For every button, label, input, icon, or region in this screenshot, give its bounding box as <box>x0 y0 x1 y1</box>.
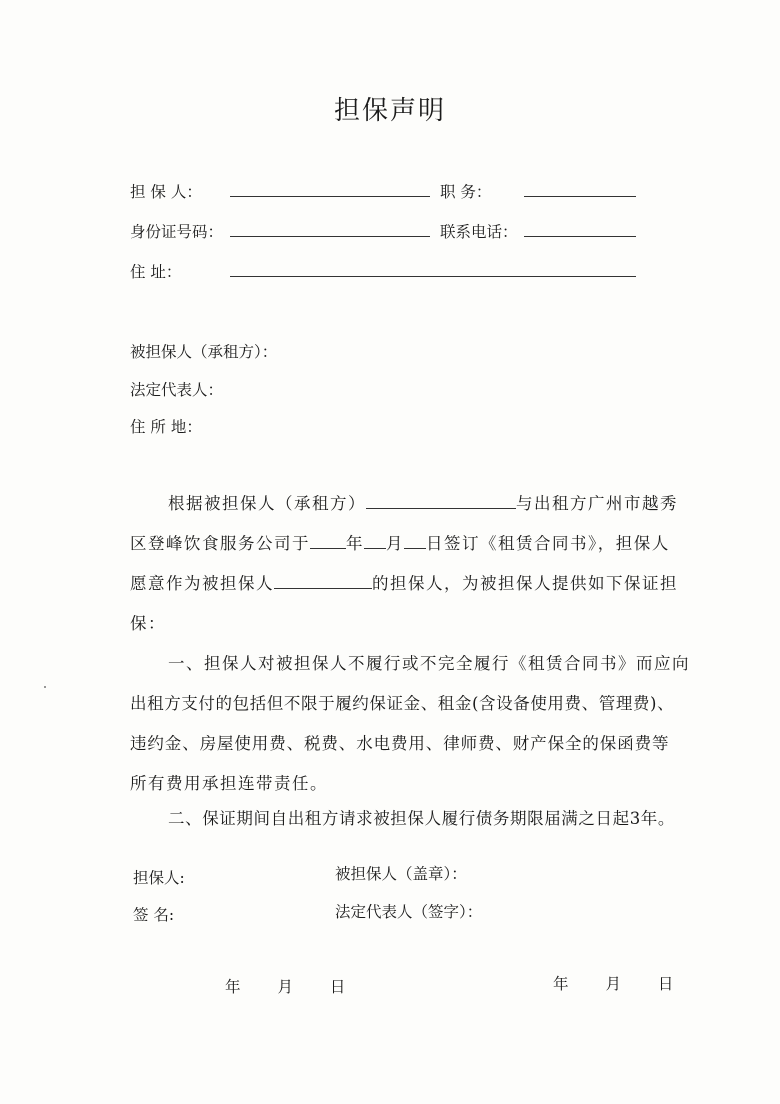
id-number-line <box>230 236 430 237</box>
domicile-label: 住 所 地： <box>130 418 202 436</box>
phone-line <box>524 236 636 237</box>
guaranteed-party-label: 被担保人（承租方）： <box>130 343 278 361</box>
date-day: 日 <box>657 975 674 993</box>
legal-rep-label: 法定代表人： <box>130 381 224 399</box>
guarantor-name-line <box>230 196 430 197</box>
document-title: 担保声明 <box>333 96 446 126</box>
para1-text: 与出租方广州市越秀 <box>516 494 678 513</box>
para1-line4: 保： <box>130 614 166 633</box>
para1-text: 日签订《租赁合同书》，担保人 <box>426 534 670 553</box>
guaranteed-seal-label: 被担保人（盖章）： <box>335 865 467 883</box>
para1-text: 的担保人，为被担保人提供如下保证担 <box>372 574 678 593</box>
date-year: 年 <box>225 978 241 996</box>
guaranteed-date <box>553 972 705 994</box>
para1-text: 愿意作为被担保人 <box>130 574 274 593</box>
blank-line <box>404 534 426 549</box>
blank-line <box>310 534 346 549</box>
para1-text: 年 <box>346 534 364 553</box>
address-label: 住 址： <box>130 263 182 281</box>
clause1-line1: 一、担保人对被担保人不履行或不完全履行《租赁合同书》而应向 <box>168 654 690 673</box>
blank-line <box>274 574 372 589</box>
clause1-line3: 违约金、房屋使用费、税费、水电费用、律师费、财产保全的保函费等 <box>130 734 670 753</box>
blank-line <box>366 494 516 509</box>
para1-line1 <box>168 490 678 514</box>
address-line <box>230 276 636 277</box>
clause1-line2: 出租方支付的包括但不限于履约保证金、租金(含设备使用费、管理费)、 <box>130 694 675 713</box>
id-number-label: 身份证号码： <box>130 223 224 241</box>
position-line <box>524 196 636 197</box>
position-label: 职 务： <box>440 183 492 201</box>
legal-rep-sign-label: 法定代表人（签字）： <box>335 903 483 921</box>
guarantor-name-label: 担 保 人： <box>130 183 202 201</box>
para1-line3 <box>130 570 678 594</box>
scan-speck <box>44 686 46 688</box>
date-month: 月 <box>605 975 621 993</box>
para1-text: 月 <box>386 534 404 553</box>
blank-line <box>364 534 386 549</box>
date-year: 年 <box>553 975 569 993</box>
date-day: 日 <box>329 978 346 996</box>
date-month: 月 <box>277 978 293 996</box>
clause2-line: 二、保证期间自出租方请求被担保人履行债务期限届满之日起3年。 <box>168 809 675 828</box>
guarantor-date <box>225 975 377 997</box>
clause1-line4: 所有费用承担连带责任。 <box>130 774 328 793</box>
sign-label: 签 名: <box>133 906 175 924</box>
para1-text: 根据被担保人（承租方） <box>168 494 366 513</box>
phone-label: 联系电话： <box>440 223 518 241</box>
para1-text: 区登峰饮食服务公司于 <box>130 534 310 553</box>
guarantor-signature-label: 担保人: <box>133 869 185 887</box>
para1-line2 <box>130 530 670 554</box>
